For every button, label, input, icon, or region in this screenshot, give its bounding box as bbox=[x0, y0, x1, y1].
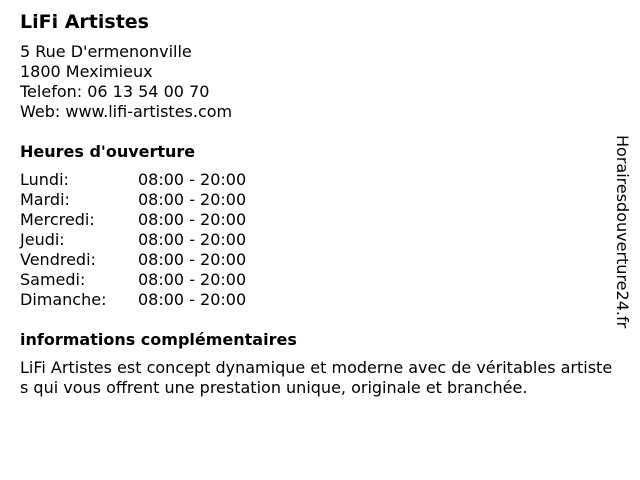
hours-row-monday bbox=[20, 170, 246, 190]
time-range: 08:00 - 20:00 bbox=[138, 170, 247, 189]
day-label: Mardi: bbox=[20, 190, 70, 209]
business-name: LiFi Artistes bbox=[20, 11, 149, 33]
day-label: Vendredi: bbox=[20, 250, 96, 269]
hours-row-sunday bbox=[20, 290, 246, 310]
time-range: 08:00 - 20:00 bbox=[138, 270, 247, 289]
hours-row-thursday bbox=[20, 230, 246, 250]
hours-row-friday bbox=[20, 250, 246, 270]
hours-row-wednesday bbox=[20, 210, 246, 230]
day-label: Mercredi: bbox=[20, 210, 95, 229]
street-address: 5 Rue D'ermenonville bbox=[20, 42, 192, 61]
site-watermark: Horairesdouverture24.fr bbox=[613, 135, 632, 329]
hours-row-saturday bbox=[20, 270, 246, 290]
time-range: 08:00 - 20:00 bbox=[138, 190, 247, 209]
address-block bbox=[20, 42, 610, 122]
city-line: 1800 Meximieux bbox=[20, 62, 153, 81]
hours-heading: Heures d'ouverture bbox=[20, 142, 196, 161]
day-label: Dimanche: bbox=[20, 290, 107, 309]
day-label: Samedi: bbox=[20, 270, 86, 289]
day-label: Jeudi: bbox=[20, 230, 65, 249]
day-label: Lundi: bbox=[20, 170, 69, 189]
info-heading: informations complémentaires bbox=[20, 330, 297, 349]
web-line: Web: www.lifi-artistes.com bbox=[20, 102, 233, 121]
phone-line: Telefon: 06 13 54 00 70 bbox=[20, 82, 210, 101]
opening-hours-table bbox=[20, 170, 246, 310]
time-range: 08:00 - 20:00 bbox=[138, 230, 247, 249]
business-description: LiFi Artistes est concept dynamique et moderne avec de véritables artistes qui vous offrent une prestation unique, originale et branchée. bbox=[20, 358, 613, 397]
time-range: 08:00 - 20:00 bbox=[138, 210, 247, 229]
hours-row-tuesday bbox=[20, 190, 246, 210]
time-range: 08:00 - 20:00 bbox=[138, 250, 247, 269]
time-range: 08:00 - 20:00 bbox=[138, 290, 247, 309]
business-card bbox=[20, 10, 613, 398]
